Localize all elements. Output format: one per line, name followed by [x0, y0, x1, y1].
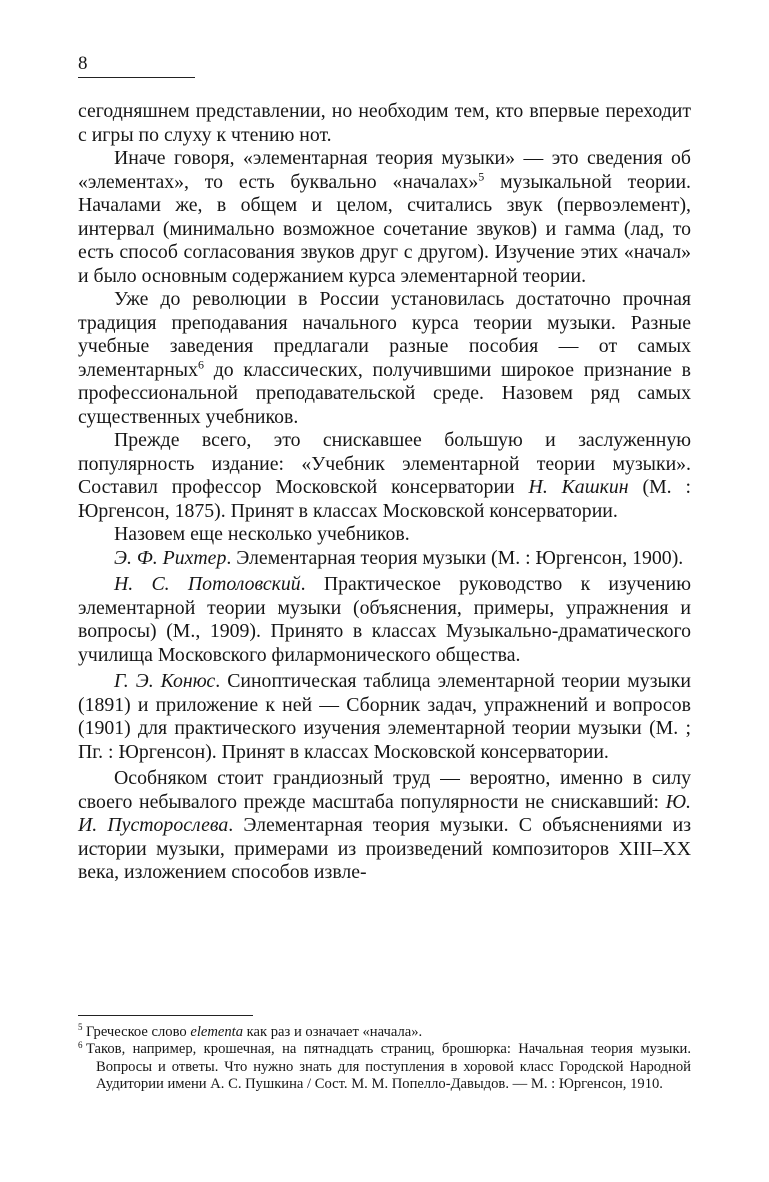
paragraph-text: . Синоптическая таблица элементарной теории музыки (1891) и приложение к ней — Сборник задач, упражнений и вопросов (1901) для практического изучения элементарной теории музыки (М. ; Пг. : Юргенсон). Принят в классах Московской консерватории. [78, 670, 691, 763]
reference-potolovsky [78, 573, 691, 667]
paragraph-text: . Элементарная теория музыки (М. : Юргенсон, 1900). [226, 546, 684, 569]
footnote-rule [78, 1015, 253, 1016]
footnote-6: 6 Таков, например, крошечная, на пятнадцать страниц, брошюрка: Начальная теория музыки. Вопросы и ответы. Что нужно знать для поступления в хоровой класс Городской Народной Аудитории имени А. С. Пушкина / Сост. М. М. Попелло-Давыдов. — М. : Юргенсон, 1910. [78, 1039, 691, 1093]
paragraph-text: . Элементарная теория музыки. С объяснениями из истории музыки, примерами из произведений композиторов XIII–XX века, изложением способов извле- [78, 814, 692, 883]
reference-konyus [78, 670, 691, 764]
author-name: Э. Ф. Рихтер [114, 546, 227, 569]
paragraph-text: (М. : Юргенсон, 1875). Принят в классах Московской консерватории. [78, 476, 692, 522]
paragraph-text: до классических, получившими широкое признание в профессиональной преподавательской среде. Назовем ряд самых существенных учебников. [78, 358, 691, 428]
paragraph-text: . Практическое руководство к изучению элементарной теории музыки (объяснения, примеры, упражнения и вопросы) (М., 1909). Принято в классах Музыкально-драматического училища Московского филармонического общества. [78, 573, 691, 666]
paragraph-2 [78, 147, 691, 288]
author-name: Ю. И. Пустороcлева [78, 790, 691, 836]
paragraph-4 [78, 429, 691, 523]
reference-richter [78, 547, 691, 571]
header-rule [78, 77, 195, 78]
footnote-text: Греческое слово [86, 1024, 191, 1040]
paragraph-5 [78, 523, 691, 547]
paragraph-1 [78, 100, 691, 147]
paragraph-text: Иначе говоря, «элементарная теория музыки» — это сведения об «элементах», то есть буквально «началах» [78, 147, 691, 193]
footnote-italic: elementa [190, 1024, 244, 1040]
author-name: Г. Э. Конюс [114, 670, 216, 692]
page-number: 8 [78, 53, 88, 74]
paragraph-text: сегодняшнем представлении, но необходим тем, кто впервые переходит с игры по слуху к чтению нот. [78, 100, 691, 146]
author-name: Н. Кашкин [528, 476, 629, 498]
main-text [78, 100, 691, 885]
paragraph-text: музыкальной теории. Началами же, в общем и целом, считались звук (первоэлемент), интервал (минимально возможное сочетание звуков) и гамма (лад, то есть способ согласования звуков друг с другом). Изучение этих «начал» и было основным содержанием курса элементарной теории. [78, 170, 691, 287]
paragraph-3 [78, 288, 691, 429]
paragraph-text: Назовем еще несколько учебников. [114, 523, 410, 545]
paragraph-text: Уже до революции в России установилась достаточно прочная традиция преподавания начального курса теории музыки. Разные учебные заведения предлагали разные пособия — от самых элементарных [78, 288, 691, 381]
author-name: Н. С. Потоловский [114, 573, 301, 595]
paragraph-text: Особняком стоит грандиозный труд — вероятно, именно в силу своего небывалого прежде масштаба популярности не снискавший: [78, 767, 691, 813]
footnote-text: как раз и означает «начала». [243, 1024, 423, 1040]
footnote-text: Таков, например, крошечная, на пятнадцать страниц, брошюрка: Начальная теория музыки. Вопросы и ответы. Что нужно знать для поступления в хоровой класс Городской Народной Аудитории имени А. С. Пушкина / Сост. М. М. Попелло-Давыдов. — М. : Юргенсон, 1910. [86, 1041, 691, 1093]
paragraph-text: Прежде всего, это снискавшее большую и заслуженную популярность издание: «Учебник элементарной теории музыки». Составил профессор Московской консерватории [78, 429, 691, 498]
footnote-ref-5: 5 [478, 168, 485, 183]
footnotes [78, 1024, 691, 1094]
paragraph-pustoroslev [78, 767, 691, 885]
footnote-ref-6: 6 [198, 356, 204, 371]
footnote-5: 5 Греческое слово elementa как раз и означает «начала». [78, 1022, 423, 1040]
